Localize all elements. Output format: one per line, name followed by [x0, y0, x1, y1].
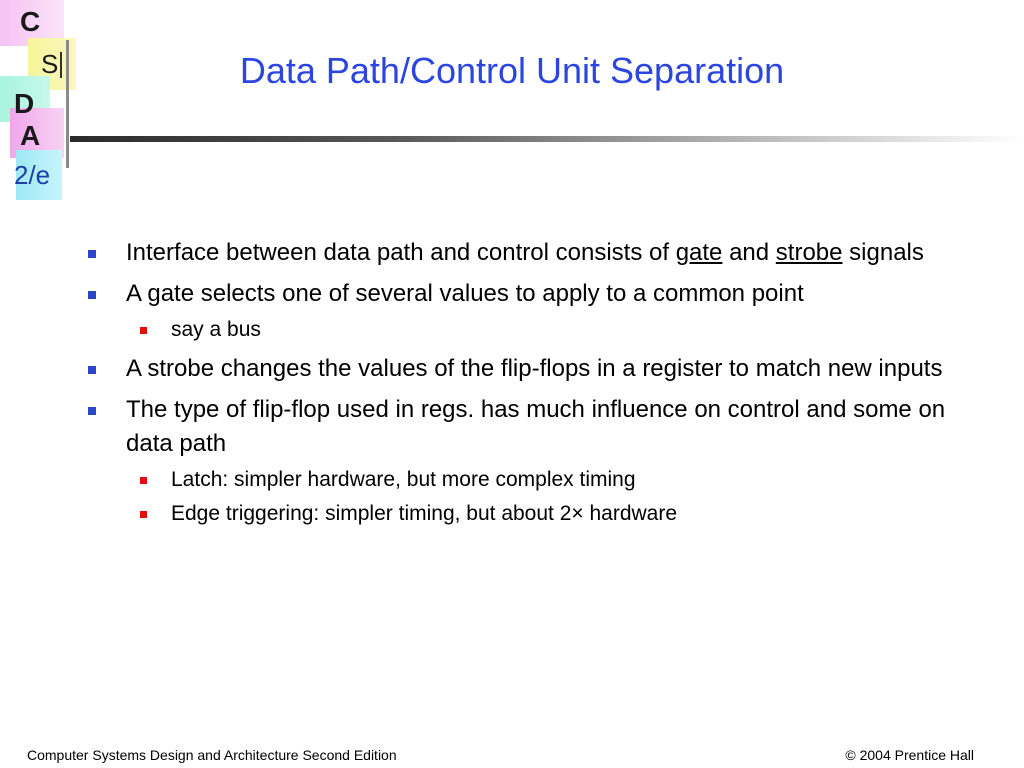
title-rule	[70, 136, 1024, 142]
sub-bullet-item	[86, 499, 946, 529]
sub-bullet-square-icon	[140, 327, 147, 334]
footer-copyright: © 2004 Prentice Hall	[845, 747, 974, 763]
bullet-text: Interface between data path and control consists of	[126, 239, 676, 266]
sub-bullet-item	[86, 465, 946, 495]
logo-letter-a: A	[20, 120, 41, 151]
csda-logo	[0, 0, 80, 200]
sub-bullet-item	[86, 315, 946, 345]
bullet-text: A gate selects one of several values to apply to a common point	[126, 280, 804, 307]
bullet-list	[86, 236, 946, 536]
bullet-text: A strobe changes the values of the flip-flops in a register to match new inputs	[126, 355, 943, 382]
logo-letter-c: C	[20, 6, 41, 37]
sub-bullet-text: Edge triggering: simpler timing, but about 2× hardware	[171, 502, 678, 525]
bullet-item	[86, 236, 946, 270]
sub-bullet-square-icon	[140, 511, 147, 518]
bullet-square-icon	[88, 366, 96, 374]
term-strobe: strobe	[775, 239, 843, 266]
slide-title-container	[0, 50, 1024, 92]
term-gate: gate	[675, 239, 723, 266]
bullet-item	[86, 277, 946, 311]
bullet-square-icon	[88, 407, 96, 415]
bullet-text: signals	[842, 239, 924, 266]
bullet-square-icon	[88, 250, 96, 258]
bullet-text: The type of flip-flop used in regs. has much influence on control and some on data path	[126, 396, 946, 457]
sub-bullet-square-icon	[140, 477, 147, 484]
logo-letter-d: D	[14, 88, 35, 119]
sub-bullet-text: Latch: simpler hardware, but more complex timing	[171, 468, 636, 491]
bullet-text: and	[722, 239, 776, 266]
slide-title: Data Path/Control Unit Separation	[239, 50, 785, 91]
sub-bullet-text: say a bus	[171, 318, 261, 341]
footer-book-title: Computer Systems Design and Architecture Second Edition	[27, 747, 397, 763]
logo-letter-s: S	[41, 49, 59, 79]
bullet-square-icon	[88, 291, 96, 299]
bullet-item	[86, 393, 946, 461]
logo-edition: 2/e	[14, 160, 51, 190]
bullet-item	[86, 352, 946, 386]
